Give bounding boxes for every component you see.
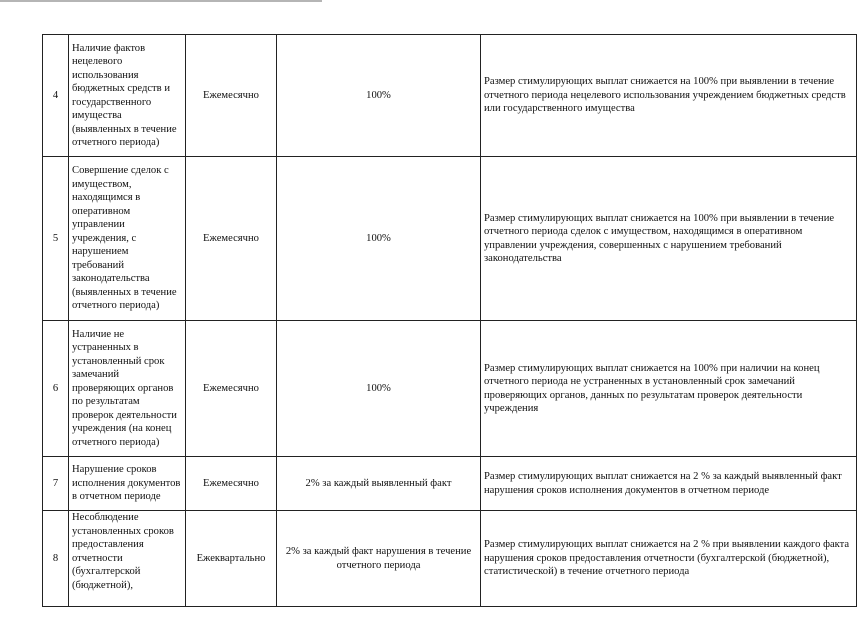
reduction-description: Размер стимулирующих выплат снижается на 2 % при выявлении каждого факта нарушения сроков предоставления отчетности (бухгалтерской (бюджетной), статистической) в течение отчетного периода [481,511,857,607]
reduction-amount: 100% [277,321,481,457]
indicator-name: Наличие фактов нецелевого использования бюджетных средств и государственного имущества (выявленных в течение отчетного периода) [69,35,186,157]
reduction-description: Размер стимулирующих выплат снижается на 2 % за каждый выявленный факт нарушения сроков исполнения документов в отчетном периоде [481,457,857,511]
table-row [43,157,857,321]
reduction-description: Размер стимулирующих выплат снижается на 100% при выявлении в течение отчетного периода сделок с имуществом, находящимся в оперативном управлении учреждения, совершенных с нарушением требований законодательства [481,157,857,321]
table-row [43,457,857,511]
reduction-amount: 100% [277,157,481,321]
indicators-table [42,34,857,607]
indicator-name: Наличие не устраненных в установленный срок замечаний проверяющих органов по результатам проверок деятельности учреждения (на конец отчетного периода) [69,321,186,457]
table-row [43,511,857,607]
reduction-description: Размер стимулирующих выплат снижается на 100% при выявлении в течение отчетного периода нецелевого использования учреждением бюджетных средств или государственного имущества [481,35,857,157]
row-number: 5 [43,157,69,321]
periodicity: Ежемесячно [186,457,277,511]
reduction-amount: 2% за каждый выявленный факт [277,457,481,511]
row-number: 7 [43,457,69,511]
indicator-name: Несоблюдение установленных сроков предоставления отчетности (бухгалтерской (бюджетной), [69,511,186,607]
row-number: 8 [43,511,69,607]
periodicity: Ежеквартально [186,511,277,607]
periodicity: Ежемесячно [186,35,277,157]
scan-edge-line [0,0,322,2]
periodicity: Ежемесячно [186,321,277,457]
row-number: 4 [43,35,69,157]
indicator-name: Нарушение сроков исполнения документов в отчетном периоде [69,457,186,511]
table-row [43,321,857,457]
reduction-amount: 100% [277,35,481,157]
table-row [43,35,857,157]
periodicity: Ежемесячно [186,157,277,321]
reduction-description: Размер стимулирующих выплат снижается на 100% при наличии на конец отчетного периода не устраненных в установленный срок замечаний проверяющих органов, данных по результатам проверок деятельности учреждения [481,321,857,457]
reduction-amount: 2% за каждый факт нарушения в течение отчетного периода [277,511,481,607]
indicator-name: Совершение сделок с имуществом, находящимся в оперативном управлении учреждения, с нарушением требований законодательства (выявленных в течение отчетного периода) [69,157,186,321]
row-number: 6 [43,321,69,457]
